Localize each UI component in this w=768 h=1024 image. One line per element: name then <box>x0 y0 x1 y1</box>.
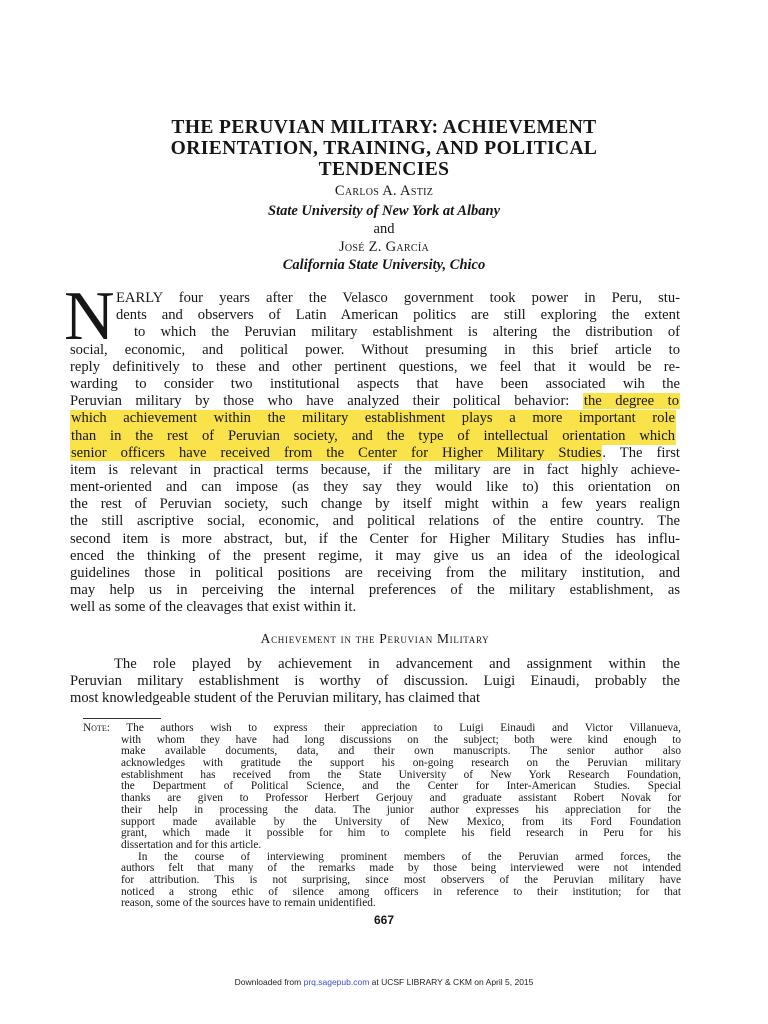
article-title <box>80 117 688 180</box>
text-line <box>70 410 680 427</box>
note-line: support made available by the University of New Mexico, from its Ford Foundation <box>121 815 681 828</box>
footnote-divider <box>83 718 161 719</box>
text-line: social, economic, and political power. Without presuming in this brief article to <box>70 341 680 358</box>
note-line: noticed a strong ethic of silence among officers in reference to their institution; for that <box>121 885 681 898</box>
note-line: their help in processing the data. The junior author expresses his appreciation for the <box>121 803 681 816</box>
footnote <box>83 723 681 910</box>
highlighted-text: the degree to <box>583 393 679 410</box>
note-line: authors felt that many of the remarks made by those being interviewed were not intended <box>121 862 681 875</box>
note-line: In the course of interviewing prominent members of the Peruvian armed forces, the <box>138 850 681 863</box>
text-line: guidelines those in political positions are receiving from the military institution, and <box>70 565 680 581</box>
text-line: well as some of the cleavages that exist within it. <box>70 599 357 616</box>
text-line: enced the thinking of the present regime, it may give us an idea of the ideological <box>70 547 680 564</box>
text-line: the rest of Peruvian society, such change by itself might within a few years realign <box>70 496 680 513</box>
text-line: the still ascriptive social, economic, and political relations of the entire country. The <box>70 513 680 530</box>
note-line <box>83 723 681 735</box>
note-line: grant, which made it possible for him to complete his field research in Peru for his <box>121 827 681 840</box>
text-fragment: . The first <box>602 444 680 461</box>
note-line: for attribution. This is not surprising, since most observers of the Peruvian military have <box>121 873 681 886</box>
download-footer <box>0 977 768 987</box>
page-number: 667 <box>373 913 395 927</box>
title-line-2: ORIENTATION, TRAINING, AND POLITICAL <box>170 138 598 159</box>
text-line: The role played by achievement in advancement and assignment within the <box>114 656 680 672</box>
note-line: establishment has received from the State University of New York Research Foundation, <box>121 768 681 781</box>
text-fragment: The authors wish to express their appreciation to Luigi Einaudi and Victor Villanueva, <box>126 722 681 734</box>
highlighted-text: senior officers have received from the Center for Higher Military Studies <box>71 444 602 461</box>
note-line: with whom they have had long discussions on the subject; both were kind enough to <box>121 733 681 746</box>
note-line: acknowledges with gratitude the support his on-going research on the Peruvian military <box>121 757 681 770</box>
highlighted-text: than in the rest of Peruvian society, and the type of intellectual orientation which <box>71 427 675 444</box>
text-line <box>70 428 680 445</box>
author-2: José Z. García <box>338 239 430 255</box>
text-line: may help us in perceiving the internal preferences of the military establishment, as <box>70 582 680 599</box>
text-line: warding to consider two institutional aspects that have been associated wih the <box>70 375 680 392</box>
text-fragment: Peruvian military by those who have analyzed their political behavior: <box>70 393 570 410</box>
section-paragraph <box>70 656 680 708</box>
text-line: reply definitively to these and other pertinent questions, we feel that it would be re- <box>70 358 680 375</box>
text-line: dents and observers of Latin American politics are still exploring the extent <box>116 307 680 324</box>
text-line: item is relevant in practical terms because, if the military are in fact highly achieve- <box>70 461 680 478</box>
affiliation-2: California State University, Chico <box>282 257 486 273</box>
text-line: to which the Peruvian military establishment is altering the distribution of <box>134 324 680 341</box>
author-conjunction: and <box>373 221 395 237</box>
text-line: ment-oriented and can impose (as they say they would like to) this orientation on <box>70 479 680 496</box>
text-line: Peruvian military establishment is worthy of discussion. Luigi Einaudi, probably the <box>70 673 680 690</box>
note-line: thanks are given to Professor Herbert Gerjouy and graduate assistant Robert Novak for <box>121 792 681 805</box>
note-line: reason, some of the sources have to remain unidentified. <box>121 897 376 910</box>
section-heading: Achievement in the Peruvian Military <box>260 631 490 646</box>
text-line: EARLY four years after the Velasco government took power in Peru, stu- <box>116 290 680 306</box>
note-line: dissertation and for this article. <box>121 838 262 851</box>
source-link[interactable]: prq.sagepub.com <box>303 977 370 987</box>
text-line: most knowledgeable student of the Peruvian military, has claimed that <box>70 690 481 707</box>
note-line: the Department of Political Science, and the Center for Inter-American Studies. Special <box>121 780 681 793</box>
intro-paragraph <box>70 290 680 617</box>
footer-suffix: at UCSF LIBRARY & CKM on April 5, 2015 <box>369 977 534 987</box>
highlighted-text: which achievement within the military establishment plays a more important role <box>71 410 675 427</box>
text-line: second item is more abstract, but, if the Center for Higher Military Studies has influ- <box>70 530 680 547</box>
footer-prefix: Downloaded from <box>234 977 304 987</box>
text-line <box>70 445 680 462</box>
title-line-1: THE PERUVIAN MILITARY: ACHIEVEMENT <box>171 117 597 138</box>
text-line <box>70 393 680 410</box>
title-line-3: TENDENCIES <box>318 159 450 180</box>
note-line: make available documents, data, and their own manuscripts. The senior author also <box>121 745 681 758</box>
affiliation-1: State University of New York at Albany <box>268 203 500 219</box>
drop-cap: N <box>64 278 115 355</box>
note-label: Note: <box>83 722 110 734</box>
author-1: Carlos A. Astiz <box>334 183 434 199</box>
